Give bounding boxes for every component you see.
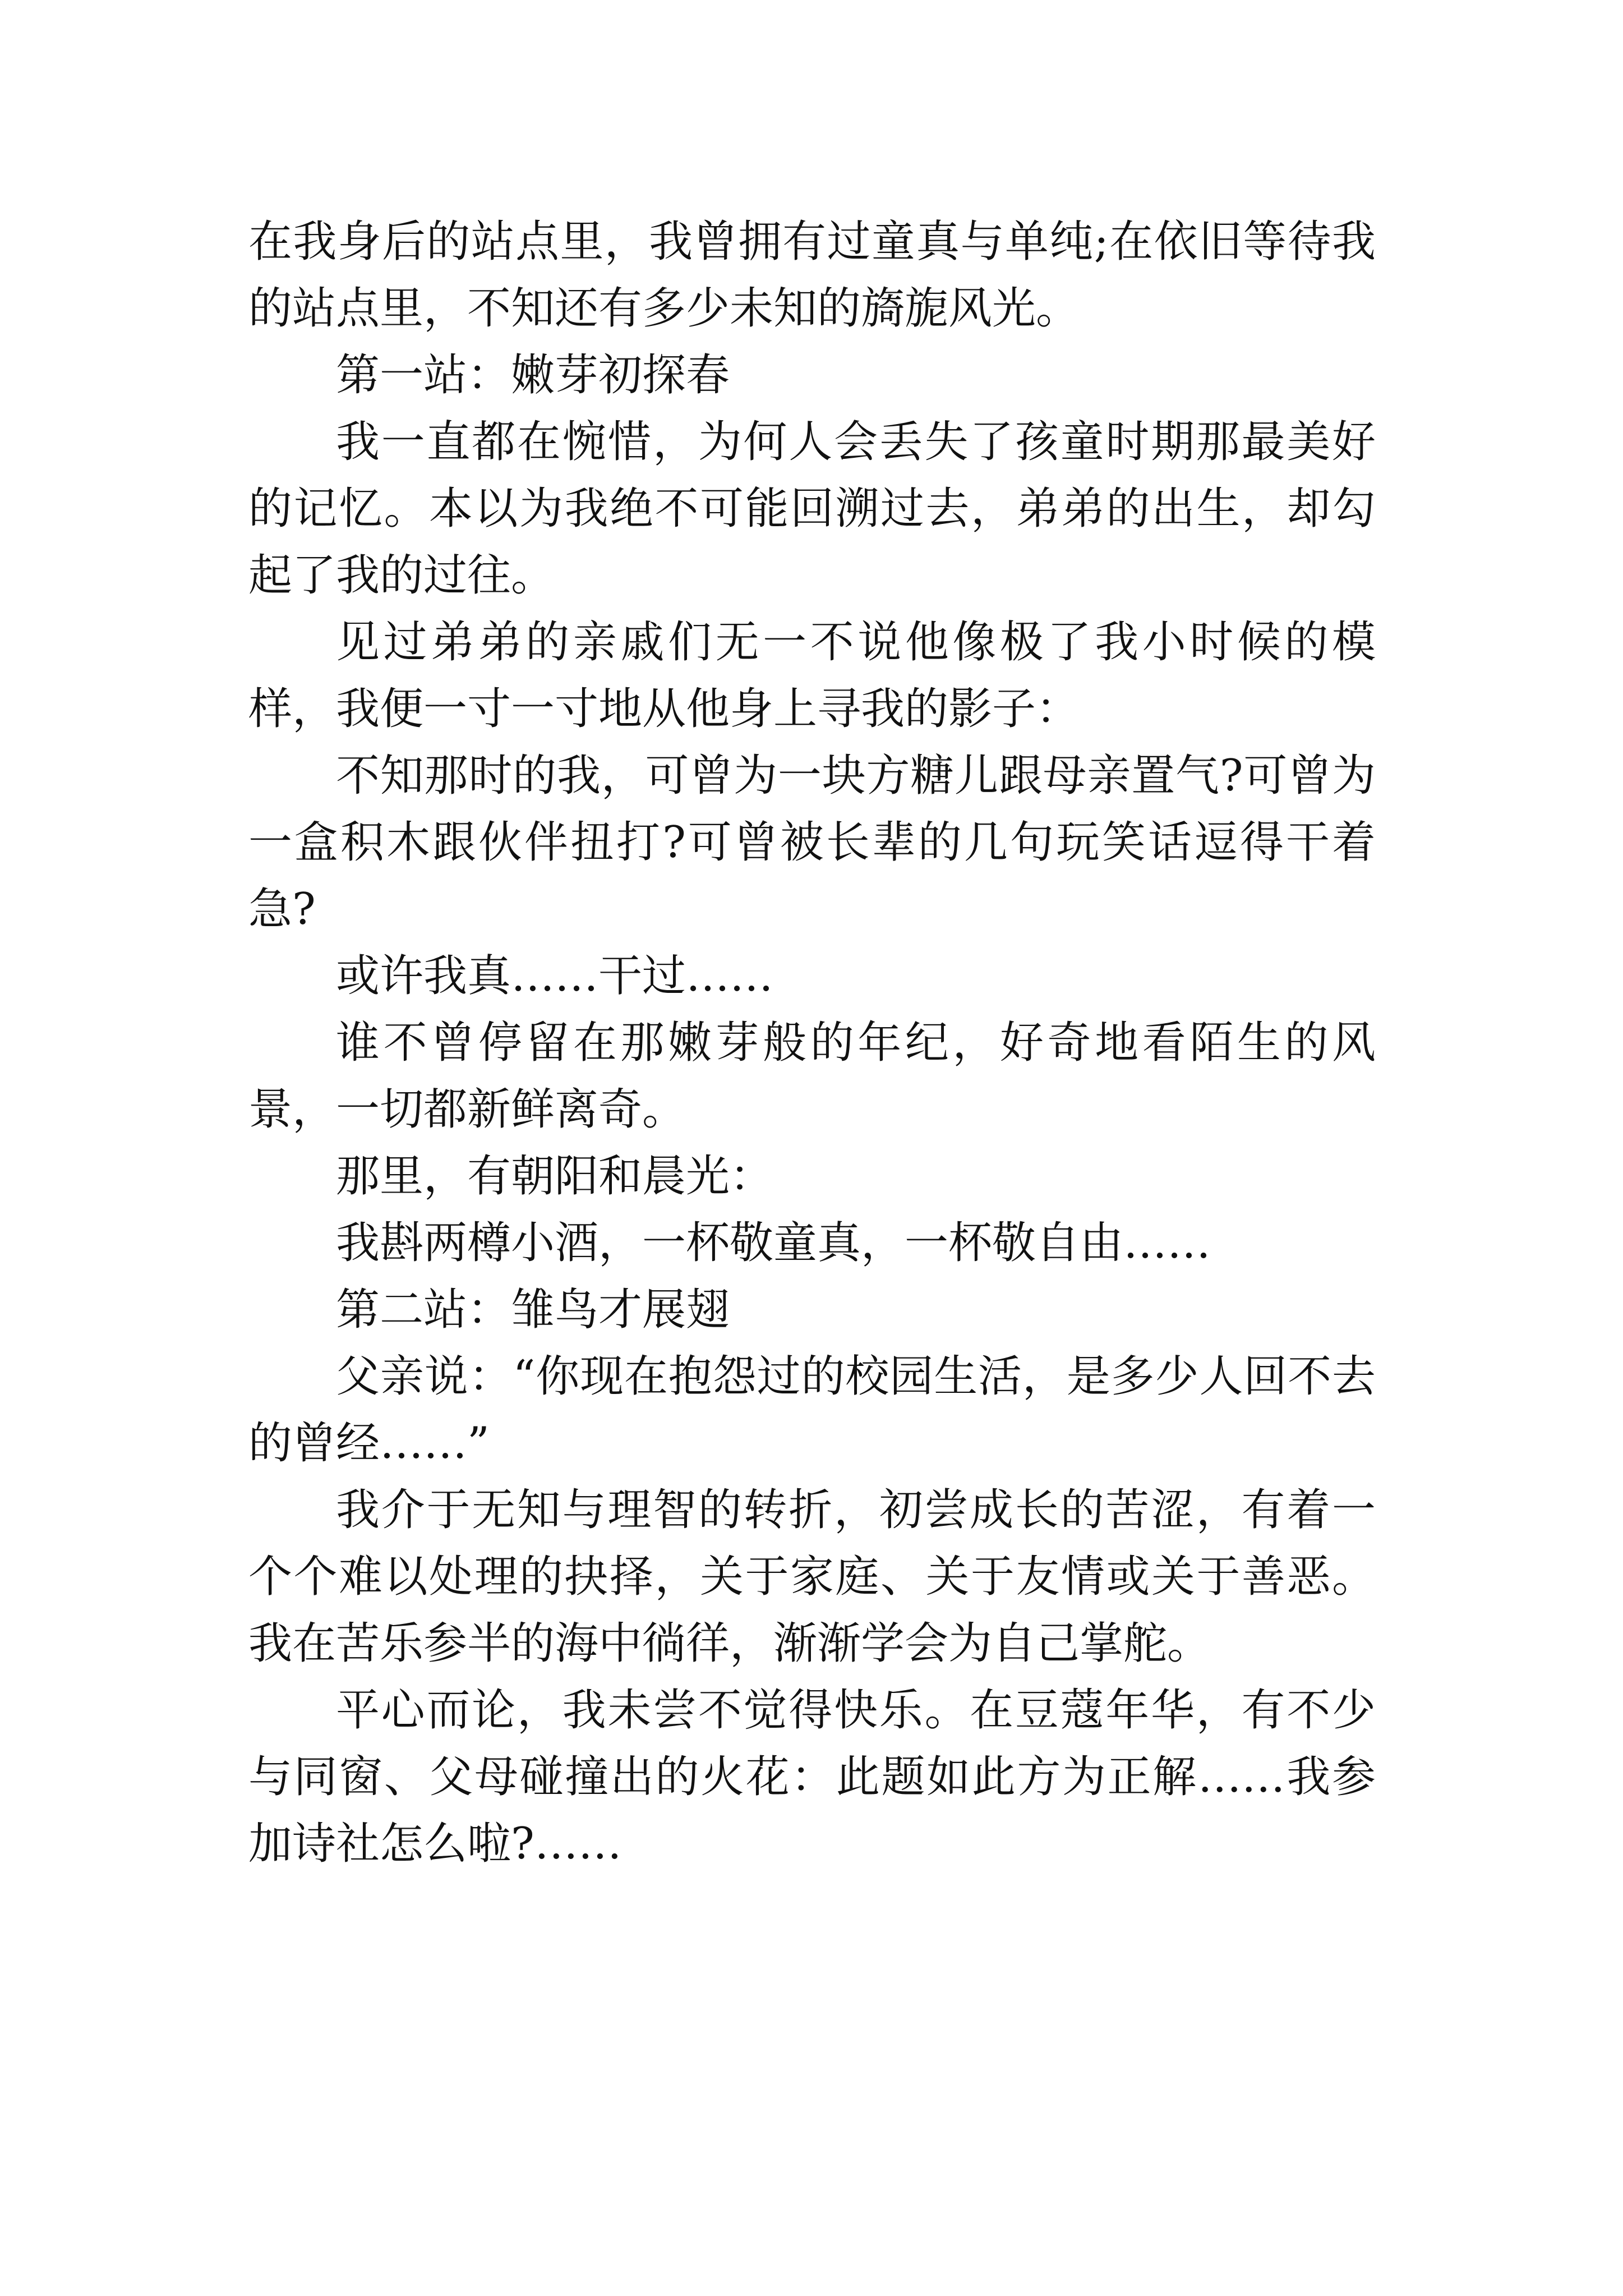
paragraph-7: 谁不曾停留在那嫩芽般的年纪，好奇地看陌生的风景，一切都新鲜离奇。: [248, 1018, 1376, 1135]
paragraph-6: 或许我真……干过……: [336, 951, 774, 1001]
paragraph-4: 见过弟弟的亲戚们无一不说他像极了我小时候的模样，我便一寸一寸地从他身上寻我的影子：: [248, 617, 1376, 734]
section-heading-2: 第二站：雏鸟才展翅: [336, 1285, 730, 1335]
paragraph-1: 在我身后的站点里，我曾拥有过童真与单纯;在依旧等待我的站点里，不知还有多少未知的旖旎风光。: [248, 217, 1376, 334]
paragraph-12: 我介于无知与理智的转折，初尝成长的苦涩，有着一个个难以处理的抉择，关于家庭、关于友情或关于善恶。我在苦乐参半的海中徜徉，渐渐学会为自己掌舵。: [248, 1485, 1376, 1669]
paragraph-5: 不知那时的我，可曾为一块方糖儿跟母亲置气?可曾为一盒积木跟伙伴扭打?可曾被长辈的几句玩笑话逗得干着急?: [248, 751, 1376, 935]
paragraph-3: 我一直都在惋惜，为何人会丢失了孩童时期那最美好的记忆。本以为我绝不可能回溯过去，弟弟的出生，却勾起了我的过往。: [248, 417, 1376, 601]
section-heading-1: 第一站：嫩芽初探春: [336, 350, 730, 401]
paragraph-8: 那里，有朝阳和晨光：: [336, 1151, 774, 1202]
document-body: [248, 209, 1376, 1878]
paragraph-11: 父亲说：“你现在抱怨过的校园生活，是多少人回不去的曾经……”: [248, 1351, 1376, 1469]
paragraph-9: 我斟两樽小酒，一杯敬童真，一杯敬自由……: [336, 1218, 1211, 1268]
paragraph-13: 平心而论，我未尝不觉得快乐。在豆蔻年华，有不少与同窗、父母碰撞出的火花：此题如此方为正解……我参加诗社怎么啦?……: [248, 1685, 1376, 1869]
